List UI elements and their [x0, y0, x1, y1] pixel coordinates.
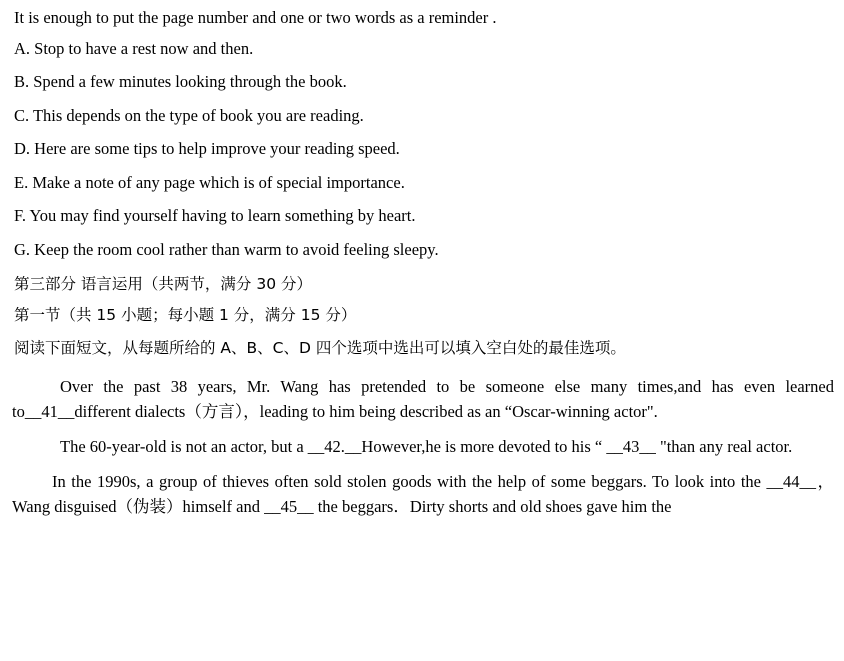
option-item-g: G. Keep the room cool rather than warm to avoid feeling sleepy. [14, 239, 439, 259]
option-item-a: A. Stop to have a rest now and then. [14, 38, 254, 58]
passage-paragraph-1 [12, 374, 834, 425]
option-item-f: F. You may find yourself having to learn something by heart. [14, 206, 416, 225]
paragraph-text: In the 1990s, a group of thieves often sold stolen goods with the help of some beggars. To look into the __44__，Wang disguised（伪装）himself and __45__ the beggars．Dirty shorts and old shoes gave him the [12, 471, 834, 517]
instruction-text: 阅读下面短文，从每题所给的 A、B、C、D 四个选项中选出可以填入空白处的最佳选项。 [14, 338, 626, 357]
section-heading: 第三部分 语言运用（共两节，满分 30 分） [14, 275, 313, 293]
paragraph-text: Over the past 38 years, Mr. Wang has pretended to be someone else many times,and has even learned to__41__different dialects（方言），leading to him being described as an “Oscar-winning actor". [12, 376, 834, 422]
subsection-heading: 第一节（共 15 小题；每小题 1 分，满分 15 分） [14, 306, 357, 325]
option-item-d: D. Here are some tips to help improve your reading speed. [14, 139, 400, 158]
intro-sentence: It is enough to put the page number and one or two words as a reminder . [14, 8, 497, 27]
passage-paragraph-2 [12, 434, 834, 460]
option-item-b: B. Spend a few minutes looking through the book. [14, 72, 347, 91]
option-item-e: E. Make a note of any page which is of special importance. [14, 172, 405, 192]
paragraph-text: The 60-year-old is not an actor, but a __42.__However,he is more devoted to his “ __43__ "than any real actor. [60, 437, 793, 457]
option-item-c: C. This depends on the type of book you are reading. [14, 105, 364, 125]
passage-paragraph-3 [12, 469, 834, 520]
